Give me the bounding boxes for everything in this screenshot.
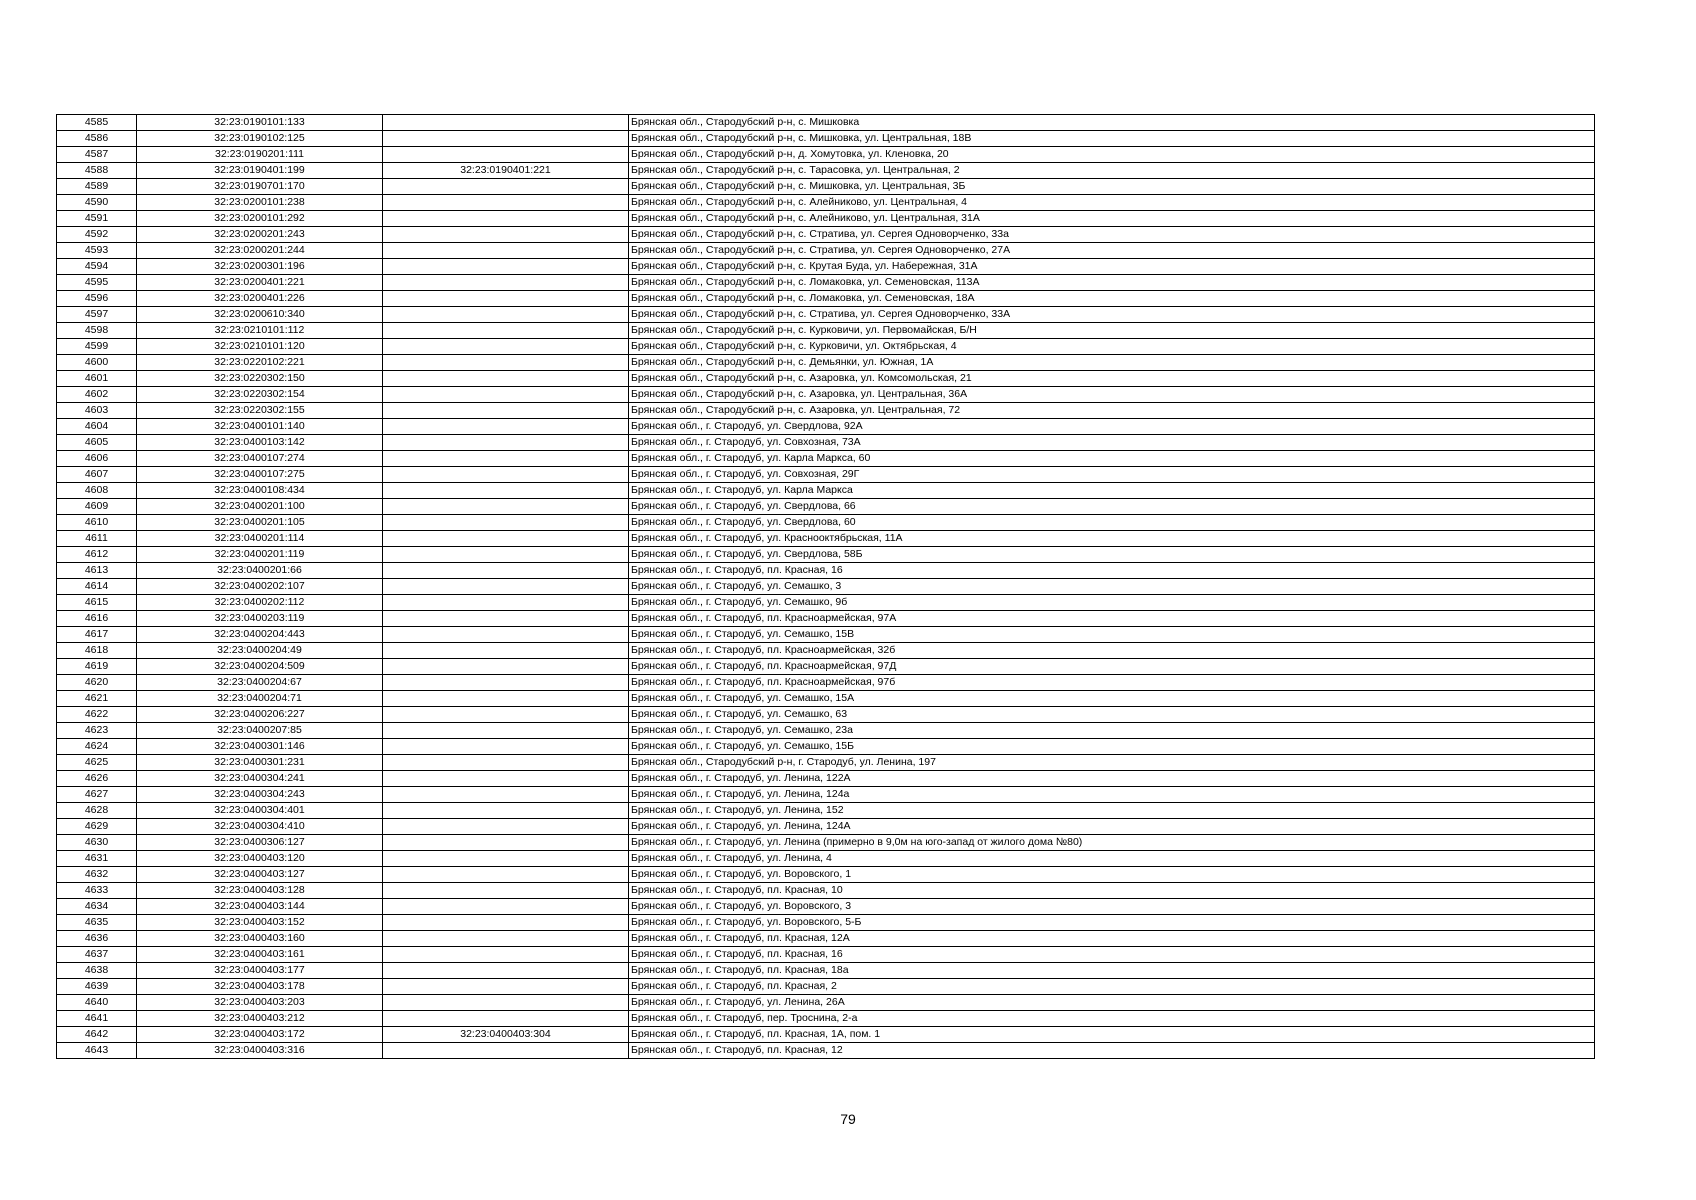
table-row	[57, 931, 1595, 947]
cadastral-number-cell: 32:23:0400403:152	[137, 915, 383, 931]
cadastral-number-cell: 32:23:0400103:142	[137, 435, 383, 451]
related-cadastral-number-cell	[383, 979, 629, 995]
row-number-cell: 4599	[57, 339, 137, 355]
table-row	[57, 131, 1595, 147]
cadastral-number-cell: 32:23:0400403:212	[137, 1011, 383, 1027]
address-cell: Брянская обл., г. Стародуб, пл. Красная, 1А, пом. 1	[629, 1027, 1595, 1043]
cadastral-number-cell: 32:23:0400204:49	[137, 643, 383, 659]
cadastral-number-cell: 32:23:0400204:67	[137, 675, 383, 691]
related-cadastral-number-cell	[383, 739, 629, 755]
address-cell: Брянская обл., Стародубский р-н, с. Азаровка, ул. Центральная, 72	[629, 403, 1595, 419]
address-cell: Брянская обл., г. Стародуб, пл. Красная, 16	[629, 947, 1595, 963]
related-cadastral-number-cell	[383, 723, 629, 739]
address-cell: Брянская обл., г. Стародуб, ул. Совхозная, 29Г	[629, 467, 1595, 483]
address-cell: Брянская обл., г. Стародуб, пл. Красная, 12А	[629, 931, 1595, 947]
table-row	[57, 147, 1595, 163]
related-cadastral-number-cell	[383, 883, 629, 899]
related-cadastral-number-cell	[383, 323, 629, 339]
row-number-cell: 4640	[57, 995, 137, 1011]
related-cadastral-number-cell	[383, 867, 629, 883]
table-row	[57, 627, 1595, 643]
row-number-cell: 4594	[57, 259, 137, 275]
address-cell: Брянская обл., г. Стародуб, пл. Красная, 18а	[629, 963, 1595, 979]
cadastral-number-cell: 32:23:0400403:144	[137, 899, 383, 915]
address-cell: Брянская обл., Стародубский р-н, с. Демьянки, ул. Южная, 1А	[629, 355, 1595, 371]
related-cadastral-number-cell	[383, 899, 629, 915]
row-number-cell: 4627	[57, 787, 137, 803]
cadastral-number-cell: 32:23:0190101:133	[137, 115, 383, 131]
related-cadastral-number-cell	[383, 579, 629, 595]
address-cell: Брянская обл., Стародубский р-н, с. Алейниково, ул. Центральная, 4	[629, 195, 1595, 211]
related-cadastral-number-cell	[383, 627, 629, 643]
table-row	[57, 723, 1595, 739]
table-row	[57, 243, 1595, 259]
related-cadastral-number-cell	[383, 563, 629, 579]
table-row	[57, 339, 1595, 355]
address-cell: Брянская обл., г. Стародуб, ул. Семашко, 3	[629, 579, 1595, 595]
table-row	[57, 195, 1595, 211]
row-number-cell: 4637	[57, 947, 137, 963]
related-cadastral-number-cell	[383, 771, 629, 787]
related-cadastral-number-cell	[383, 259, 629, 275]
cadastral-number-cell: 32:23:0400403:127	[137, 867, 383, 883]
address-cell: Брянская обл., Стародубский р-н, г. Стародуб, ул. Ленина, 197	[629, 755, 1595, 771]
cadastral-number-cell: 32:23:0210101:120	[137, 339, 383, 355]
address-cell: Брянская обл., г. Стародуб, ул. Свердлова, 58Б	[629, 547, 1595, 563]
table-row	[57, 787, 1595, 803]
cadastral-number-cell: 32:23:0400306:127	[137, 835, 383, 851]
row-number-cell: 4602	[57, 387, 137, 403]
address-cell: Брянская обл., г. Стародуб, пл. Красная, 2	[629, 979, 1595, 995]
address-cell: Брянская обл., г. Стародуб, пл. Красноармейская, 97А	[629, 611, 1595, 627]
row-number-cell: 4636	[57, 931, 137, 947]
row-number-cell: 4621	[57, 691, 137, 707]
cadastral-number-cell: 32:23:0400201:66	[137, 563, 383, 579]
row-number-cell: 4624	[57, 739, 137, 755]
cadastral-number-cell: 32:23:0400304:410	[137, 819, 383, 835]
cadastral-number-cell: 32:23:0190102:125	[137, 131, 383, 147]
row-number-cell: 4605	[57, 435, 137, 451]
row-number-cell: 4639	[57, 979, 137, 995]
address-cell: Брянская обл., Стародубский р-н, с. Мишковка, ул. Центральная, 3Б	[629, 179, 1595, 195]
address-cell: Брянская обл., г. Стародуб, ул. Семашко, 63	[629, 707, 1595, 723]
row-number-cell: 4641	[57, 1011, 137, 1027]
cadastral-number-cell: 32:23:0400403:161	[137, 947, 383, 963]
related-cadastral-number-cell	[383, 755, 629, 771]
cadastral-number-cell: 32:23:0400203:119	[137, 611, 383, 627]
address-cell: Брянская обл., г. Стародуб, пл. Красноармейская, 32б	[629, 643, 1595, 659]
table-row	[57, 643, 1595, 659]
cadastral-number-cell: 32:23:0200101:292	[137, 211, 383, 227]
table-row	[57, 979, 1595, 995]
table-row	[57, 675, 1595, 691]
address-cell: Брянская обл., г. Стародуб, ул. Семашко, 15А	[629, 691, 1595, 707]
row-number-cell: 4643	[57, 1043, 137, 1059]
related-cadastral-number-cell	[383, 339, 629, 355]
table-row	[57, 387, 1595, 403]
table-row	[57, 291, 1595, 307]
table-row	[57, 947, 1595, 963]
cadastral-number-cell: 32:23:0400301:146	[137, 739, 383, 755]
table-row	[57, 451, 1595, 467]
address-cell: Брянская обл., г. Стародуб, ул. Ленина, 152	[629, 803, 1595, 819]
address-cell: Брянская обл., г. Стародуб, пл. Красная, 16	[629, 563, 1595, 579]
related-cadastral-number-cell	[383, 435, 629, 451]
related-cadastral-number-cell	[383, 195, 629, 211]
address-cell: Брянская обл., Стародубский р-н, с. Ломаковка, ул. Семеновская, 18А	[629, 291, 1595, 307]
row-number-cell: 4607	[57, 467, 137, 483]
related-cadastral-number-cell	[383, 451, 629, 467]
related-cadastral-number-cell	[383, 643, 629, 659]
row-number-cell: 4611	[57, 531, 137, 547]
table-row	[57, 227, 1595, 243]
table-row	[57, 547, 1595, 563]
address-cell: Брянская обл., Стародубский р-н, с. Алейниково, ул. Центральная, 31А	[629, 211, 1595, 227]
cadastral-number-cell: 32:23:0400304:243	[137, 787, 383, 803]
row-number-cell: 4614	[57, 579, 137, 595]
related-cadastral-number-cell	[383, 803, 629, 819]
row-number-cell: 4629	[57, 819, 137, 835]
row-number-cell: 4606	[57, 451, 137, 467]
cadastral-number-cell: 32:23:0400403:316	[137, 1043, 383, 1059]
cadastral-number-cell: 32:23:0400202:112	[137, 595, 383, 611]
related-cadastral-number-cell	[383, 307, 629, 323]
table-row	[57, 819, 1595, 835]
row-number-cell: 4635	[57, 915, 137, 931]
address-cell: Брянская обл., Стародубский р-н, с. Мишковка	[629, 115, 1595, 131]
address-cell: Брянская обл., Стародубский р-н, с. Мишковка, ул. Центральная, 18В	[629, 131, 1595, 147]
cadastral-number-cell: 32:23:0400403:203	[137, 995, 383, 1011]
row-number-cell: 4615	[57, 595, 137, 611]
cadastral-number-cell: 32:23:0200401:226	[137, 291, 383, 307]
row-number-cell: 4593	[57, 243, 137, 259]
related-cadastral-number-cell	[383, 531, 629, 547]
row-number-cell: 4619	[57, 659, 137, 675]
cadastral-number-cell: 32:23:0400304:241	[137, 771, 383, 787]
address-cell: Брянская обл., Стародубский р-н, с. Тарасовка, ул. Центральная, 2	[629, 163, 1595, 179]
cadastral-number-cell: 32:23:0400201:114	[137, 531, 383, 547]
related-cadastral-number-cell	[383, 467, 629, 483]
row-number-cell: 4617	[57, 627, 137, 643]
related-cadastral-number-cell	[383, 931, 629, 947]
table-row	[57, 867, 1595, 883]
cadastral-number-cell: 32:23:0400403:172	[137, 1027, 383, 1043]
related-cadastral-number-cell	[383, 403, 629, 419]
cadastral-number-cell: 32:23:0190401:199	[137, 163, 383, 179]
register-table	[56, 114, 1595, 1059]
row-number-cell: 4590	[57, 195, 137, 211]
register-table-body	[57, 115, 1595, 1059]
related-cadastral-number-cell	[383, 227, 629, 243]
row-number-cell: 4596	[57, 291, 137, 307]
table-row	[57, 307, 1595, 323]
cadastral-number-cell: 32:23:0400207:85	[137, 723, 383, 739]
address-cell: Брянская обл., г. Стародуб, пл. Красноармейская, 97Д	[629, 659, 1595, 675]
related-cadastral-number-cell: 32:23:0190401:221	[383, 163, 629, 179]
address-cell: Брянская обл., Стародубский р-н, с. Азаровка, ул. Центральная, 36А	[629, 387, 1595, 403]
related-cadastral-number-cell	[383, 115, 629, 131]
cadastral-number-cell: 32:23:0400201:100	[137, 499, 383, 515]
table-row	[57, 403, 1595, 419]
table-row	[57, 323, 1595, 339]
row-number-cell: 4597	[57, 307, 137, 323]
table-row	[57, 179, 1595, 195]
related-cadastral-number-cell	[383, 547, 629, 563]
related-cadastral-number-cell	[383, 995, 629, 1011]
cadastral-number-cell: 32:23:0220302:150	[137, 371, 383, 387]
address-cell: Брянская обл., г. Стародуб, пер. Троснина, 2-а	[629, 1011, 1595, 1027]
row-number-cell: 4622	[57, 707, 137, 723]
related-cadastral-number-cell	[383, 355, 629, 371]
address-cell: Брянская обл., Стародубский р-н, с. Крутая Буда, ул. Набережная, 31А	[629, 259, 1595, 275]
cadastral-number-cell: 32:23:0200301:196	[137, 259, 383, 275]
row-number-cell: 4585	[57, 115, 137, 131]
table-row	[57, 611, 1595, 627]
table-row	[57, 371, 1595, 387]
table-row	[57, 659, 1595, 675]
cadastral-number-cell: 32:23:0400204:443	[137, 627, 383, 643]
cadastral-number-cell: 32:23:0400304:401	[137, 803, 383, 819]
table-row	[57, 1027, 1595, 1043]
related-cadastral-number-cell	[383, 611, 629, 627]
row-number-cell: 4632	[57, 867, 137, 883]
table-row	[57, 579, 1595, 595]
row-number-cell: 4588	[57, 163, 137, 179]
cadastral-number-cell: 32:23:0190701:170	[137, 179, 383, 195]
related-cadastral-number-cell	[383, 483, 629, 499]
row-number-cell: 4598	[57, 323, 137, 339]
related-cadastral-number-cell	[383, 419, 629, 435]
address-cell: Брянская обл., г. Стародуб, ул. Семашко, 23а	[629, 723, 1595, 739]
row-number-cell: 4630	[57, 835, 137, 851]
address-cell: Брянская обл., Стародубский р-н, с. Стратива, ул. Сергея Одноворченко, 27А	[629, 243, 1595, 259]
table-row	[57, 499, 1595, 515]
address-cell: Брянская обл., Стародубский р-н, с. Азаровка, ул. Комсомольская, 21	[629, 371, 1595, 387]
row-number-cell: 4633	[57, 883, 137, 899]
page-number: 79	[840, 1111, 856, 1127]
table-row	[57, 355, 1595, 371]
address-cell: Брянская обл., г. Стародуб, ул. Карла Маркса	[629, 483, 1595, 499]
related-cadastral-number-cell	[383, 243, 629, 259]
table-row	[57, 275, 1595, 291]
related-cadastral-number-cell	[383, 915, 629, 931]
cadastral-number-cell: 32:23:0400107:274	[137, 451, 383, 467]
cadastral-number-cell: 32:23:0400202:107	[137, 579, 383, 595]
related-cadastral-number-cell	[383, 211, 629, 227]
address-cell: Брянская обл., г. Стародуб, ул. Свердлова, 66	[629, 499, 1595, 515]
table-row	[57, 531, 1595, 547]
address-cell: Брянская обл., Стародубский р-н, с. Стратива, ул. Сергея Одноворченко, 33А	[629, 307, 1595, 323]
row-number-cell: 4586	[57, 131, 137, 147]
cadastral-number-cell: 32:23:0400403:178	[137, 979, 383, 995]
table-row	[57, 803, 1595, 819]
address-cell: Брянская обл., г. Стародуб, пл. Красноармейская, 97б	[629, 675, 1595, 691]
row-number-cell: 4638	[57, 963, 137, 979]
address-cell: Брянская обл., г. Стародуб, ул. Ленина, 122А	[629, 771, 1595, 787]
cadastral-number-cell: 32:23:0400107:275	[137, 467, 383, 483]
related-cadastral-number-cell	[383, 499, 629, 515]
table-row	[57, 915, 1595, 931]
related-cadastral-number-cell	[383, 147, 629, 163]
row-number-cell: 4628	[57, 803, 137, 819]
table-row	[57, 563, 1595, 579]
row-number-cell: 4592	[57, 227, 137, 243]
address-cell: Брянская обл., г. Стародуб, ул. Ленина, 124А	[629, 819, 1595, 835]
address-cell: Брянская обл., г. Стародуб, ул. Ленина, 26А	[629, 995, 1595, 1011]
related-cadastral-number-cell	[383, 787, 629, 803]
row-number-cell: 4616	[57, 611, 137, 627]
cadastral-number-cell: 32:23:0210101:112	[137, 323, 383, 339]
related-cadastral-number-cell	[383, 947, 629, 963]
table-row	[57, 883, 1595, 899]
row-number-cell: 4600	[57, 355, 137, 371]
table-row	[57, 467, 1595, 483]
related-cadastral-number-cell	[383, 387, 629, 403]
cadastral-number-cell: 32:23:0200201:244	[137, 243, 383, 259]
related-cadastral-number-cell	[383, 675, 629, 691]
address-cell: Брянская обл., г. Стародуб, ул. Семашко, 15Б	[629, 739, 1595, 755]
row-number-cell: 4603	[57, 403, 137, 419]
table-row	[57, 963, 1595, 979]
table-row	[57, 515, 1595, 531]
cadastral-number-cell: 32:23:0200101:238	[137, 195, 383, 211]
address-cell: Брянская обл., Стародубский р-н, с. Курковичи, ул. Первомайская, Б/Н	[629, 323, 1595, 339]
row-number-cell: 4623	[57, 723, 137, 739]
row-number-cell: 4610	[57, 515, 137, 531]
row-number-cell: 4587	[57, 147, 137, 163]
related-cadastral-number-cell	[383, 291, 629, 307]
related-cadastral-number-cell	[383, 851, 629, 867]
cadastral-number-cell: 32:23:0400403:120	[137, 851, 383, 867]
cadastral-number-cell: 32:23:0400201:105	[137, 515, 383, 531]
related-cadastral-number-cell	[383, 1043, 629, 1059]
address-cell: Брянская обл., Стародубский р-н, д. Хомутовка, ул. Кленовка, 20	[629, 147, 1595, 163]
cadastral-number-cell: 32:23:0400101:140	[137, 419, 383, 435]
related-cadastral-number-cell	[383, 707, 629, 723]
related-cadastral-number-cell	[383, 179, 629, 195]
related-cadastral-number-cell	[383, 131, 629, 147]
row-number-cell: 4608	[57, 483, 137, 499]
cadastral-number-cell: 32:23:0400204:509	[137, 659, 383, 675]
cadastral-number-cell: 32:23:0400201:119	[137, 547, 383, 563]
table-row	[57, 899, 1595, 915]
address-cell: Брянская обл., г. Стародуб, ул. Совхозная, 73А	[629, 435, 1595, 451]
address-cell: Брянская обл., г. Стародуб, ул. Свердлова, 92А	[629, 419, 1595, 435]
related-cadastral-number-cell	[383, 819, 629, 835]
table-row	[57, 163, 1595, 179]
address-cell: Брянская обл., г. Стародуб, ул. Карла Маркса, 60	[629, 451, 1595, 467]
table-row	[57, 755, 1595, 771]
cadastral-number-cell: 32:23:0220302:155	[137, 403, 383, 419]
cadastral-number-cell: 32:23:0220302:154	[137, 387, 383, 403]
related-cadastral-number-cell	[383, 595, 629, 611]
table-row	[57, 1011, 1595, 1027]
related-cadastral-number-cell	[383, 691, 629, 707]
address-cell: Брянская обл., г. Стародуб, ул. Семашко, 15В	[629, 627, 1595, 643]
row-number-cell: 4634	[57, 899, 137, 915]
cadastral-number-cell: 32:23:0400403:160	[137, 931, 383, 947]
related-cadastral-number-cell	[383, 835, 629, 851]
table-row	[57, 995, 1595, 1011]
table-row	[57, 771, 1595, 787]
address-cell: Брянская обл., г. Стародуб, ул. Краснооктябрьская, 11А	[629, 531, 1595, 547]
cadastral-number-cell: 32:23:0220102:221	[137, 355, 383, 371]
related-cadastral-number-cell: 32:23:0400403:304	[383, 1027, 629, 1043]
address-cell: Брянская обл., Стародубский р-н, с. Ломаковка, ул. Семеновская, 113А	[629, 275, 1595, 291]
cadastral-number-cell: 32:23:0400301:231	[137, 755, 383, 771]
address-cell: Брянская обл., г. Стародуб, пл. Красная, 12	[629, 1043, 1595, 1059]
cadastral-number-cell: 32:23:0200401:221	[137, 275, 383, 291]
table-row	[57, 1043, 1595, 1059]
address-cell: Брянская обл., Стародубский р-н, с. Стратива, ул. Сергея Одноворченко, 33а	[629, 227, 1595, 243]
cadastral-number-cell: 32:23:0190201:111	[137, 147, 383, 163]
related-cadastral-number-cell	[383, 371, 629, 387]
row-number-cell: 4595	[57, 275, 137, 291]
row-number-cell: 4613	[57, 563, 137, 579]
table-row	[57, 707, 1595, 723]
related-cadastral-number-cell	[383, 659, 629, 675]
table-row	[57, 691, 1595, 707]
cadastral-number-cell: 32:23:0200610:340	[137, 307, 383, 323]
cadastral-number-cell: 32:23:0400403:177	[137, 963, 383, 979]
related-cadastral-number-cell	[383, 275, 629, 291]
address-cell: Брянская обл., г. Стародуб, ул. Ленина, 4	[629, 851, 1595, 867]
cadastral-number-cell: 32:23:0400403:128	[137, 883, 383, 899]
address-cell: Брянская обл., г. Стародуб, пл. Красная, 10	[629, 883, 1595, 899]
related-cadastral-number-cell	[383, 1011, 629, 1027]
row-number-cell: 4631	[57, 851, 137, 867]
table-row	[57, 211, 1595, 227]
address-cell: Брянская обл., г. Стародуб, ул. Воровского, 3	[629, 899, 1595, 915]
table-row	[57, 835, 1595, 851]
address-cell: Брянская обл., Стародубский р-н, с. Курковичи, ул. Октябрьская, 4	[629, 339, 1595, 355]
address-cell: Брянская обл., г. Стародуб, ул. Воровского, 5-Б	[629, 915, 1595, 931]
table-row	[57, 115, 1595, 131]
table-row	[57, 483, 1595, 499]
row-number-cell: 4604	[57, 419, 137, 435]
address-cell: Брянская обл., г. Стародуб, ул. Семашко, 9б	[629, 595, 1595, 611]
table-row	[57, 739, 1595, 755]
address-cell: Брянская обл., г. Стародуб, ул. Ленина (примерно в 9,0м на юго-запад от жилого дома №80)	[629, 835, 1595, 851]
table-row	[57, 851, 1595, 867]
table-row	[57, 595, 1595, 611]
row-number-cell: 4601	[57, 371, 137, 387]
cadastral-number-cell: 32:23:0400206:227	[137, 707, 383, 723]
related-cadastral-number-cell	[383, 963, 629, 979]
cadastral-number-cell: 32:23:0200201:243	[137, 227, 383, 243]
related-cadastral-number-cell	[383, 515, 629, 531]
row-number-cell: 4618	[57, 643, 137, 659]
row-number-cell: 4625	[57, 755, 137, 771]
row-number-cell: 4612	[57, 547, 137, 563]
row-number-cell: 4591	[57, 211, 137, 227]
cadastral-number-cell: 32:23:0400204:71	[137, 691, 383, 707]
cadastral-number-cell: 32:23:0400108:434	[137, 483, 383, 499]
table-row	[57, 259, 1595, 275]
address-cell: Брянская обл., г. Стародуб, ул. Ленина, 124а	[629, 787, 1595, 803]
row-number-cell: 4642	[57, 1027, 137, 1043]
row-number-cell: 4626	[57, 771, 137, 787]
row-number-cell: 4589	[57, 179, 137, 195]
table-row	[57, 435, 1595, 451]
address-cell: Брянская обл., г. Стародуб, ул. Свердлова, 60	[629, 515, 1595, 531]
row-number-cell: 4620	[57, 675, 137, 691]
address-cell: Брянская обл., г. Стародуб, ул. Воровского, 1	[629, 867, 1595, 883]
row-number-cell: 4609	[57, 499, 137, 515]
table-row	[57, 419, 1595, 435]
